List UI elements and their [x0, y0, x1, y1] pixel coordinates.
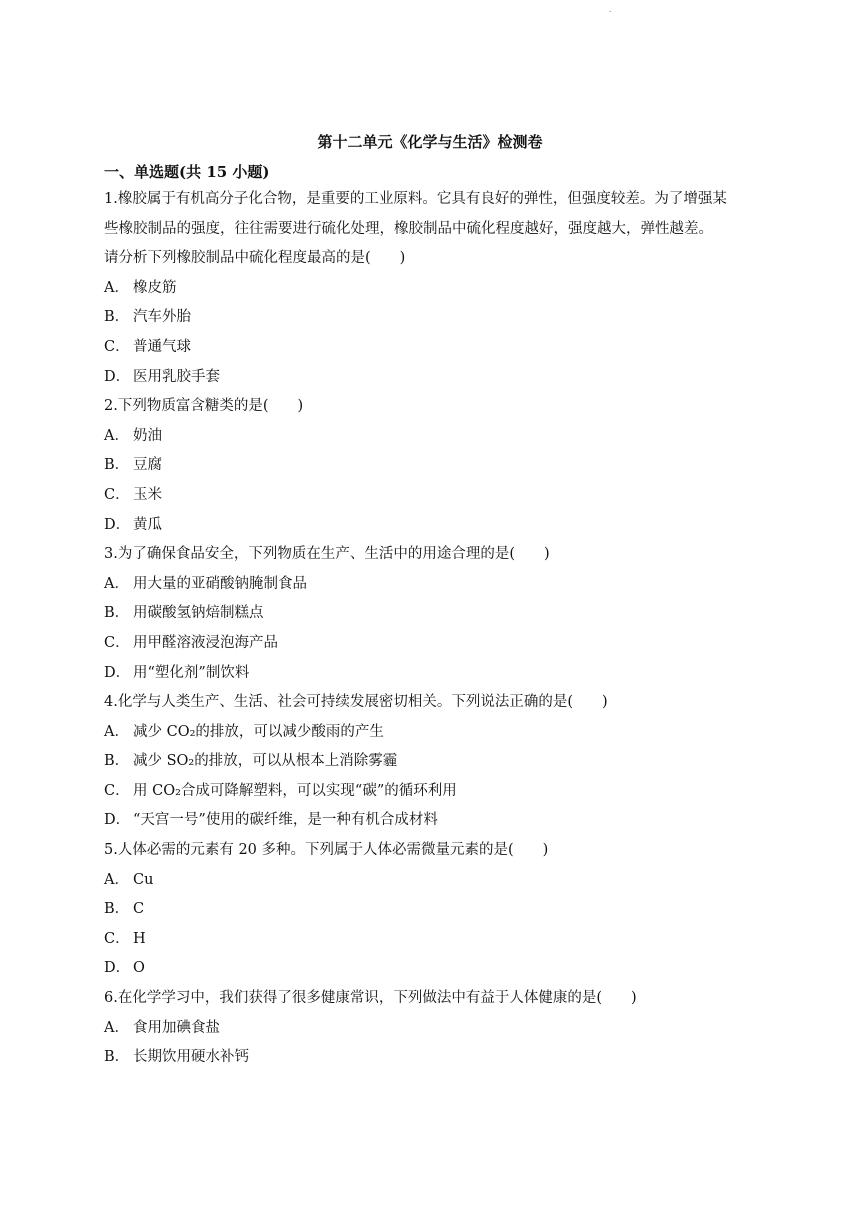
- question-list: [104, 185, 764, 1073]
- option-1: [104, 570, 764, 600]
- option-letter: A．: [104, 427, 129, 444]
- question-stem-line: 3.为了确保食品安全，下列物质在生产、生活中的用途合理的是( ): [104, 546, 550, 563]
- option-1: [104, 1014, 764, 1044]
- option-4: [104, 659, 764, 689]
- option-3: [104, 333, 764, 363]
- section-title: 一、单选题(共 15 小题): [104, 163, 270, 181]
- option-text: C: [133, 901, 145, 918]
- option-text: 食用加碘食盐: [133, 1019, 220, 1036]
- option-letter: A．: [104, 723, 129, 740]
- option-1: [104, 274, 764, 304]
- header-mark: .: [609, 4, 612, 14]
- option-3: [104, 777, 764, 807]
- option-letter: C．: [104, 782, 130, 799]
- option-letter: B．: [104, 457, 130, 474]
- option-letter: C．: [104, 486, 130, 503]
- option-text: 减少 CO₂的排放，可以减少酸雨的产生: [133, 723, 384, 740]
- question-1: [104, 185, 764, 392]
- option-2: [104, 895, 764, 925]
- question-3: [104, 540, 764, 688]
- option-text: 普通气球: [133, 338, 191, 355]
- option-letter: C．: [104, 930, 130, 947]
- option-2: [104, 599, 764, 629]
- question-4: [104, 688, 764, 836]
- option-text: “天宫一号”使用的碳纤维，是一种有机合成材料: [133, 812, 438, 829]
- question-stem-line: 2.下列物质富含糖类的是( ): [104, 398, 304, 415]
- question-stem-line: 6.在化学学习中，我们获得了很多健康常识，下列做法中有益于人体健康的是( ): [104, 990, 637, 1007]
- option-letter: D．: [104, 664, 131, 681]
- option-1: [104, 718, 764, 748]
- option-letter: D．: [104, 516, 131, 533]
- option-letter: B．: [104, 605, 130, 622]
- option-text: 豆腐: [133, 457, 162, 474]
- option-text: Cu: [133, 871, 154, 888]
- option-text: 用 CO₂合成可降解塑料，可以实现“碳”的循环利用: [133, 782, 457, 799]
- option-letter: D．: [104, 812, 131, 829]
- option-letter: B．: [104, 901, 130, 918]
- option-letter: A．: [104, 279, 129, 296]
- option-text: 奶油: [133, 427, 162, 444]
- option-4: [104, 954, 764, 984]
- option-text: 长期饮用硬水补钙: [133, 1049, 249, 1066]
- option-2: [104, 747, 764, 777]
- option-text: 用“塑化剂”制饮料: [133, 664, 250, 681]
- option-letter: C．: [104, 634, 130, 651]
- page-title: 第十二单元《化学与生活》检测卷: [317, 133, 543, 151]
- question-2: [104, 392, 764, 540]
- option-3: [104, 481, 764, 511]
- option-letter: D．: [104, 960, 131, 977]
- option-text: 玉米: [133, 486, 162, 503]
- option-3: [104, 925, 764, 955]
- option-1: [104, 866, 764, 896]
- option-letter: A．: [104, 1019, 129, 1036]
- option-letter: A．: [104, 575, 129, 592]
- option-letter: A．: [104, 871, 129, 888]
- option-letter: C．: [104, 338, 130, 355]
- question-stem-line: 4.化学与人类生产、生活、社会可持续发展密切相关。下列说法正确的是( ): [104, 694, 608, 711]
- option-1: [104, 422, 764, 452]
- option-2: [104, 1043, 764, 1073]
- option-text: 医用乳胶手套: [133, 368, 220, 385]
- option-text: 用碳酸氢钠焙制糕点: [133, 605, 264, 622]
- option-text: 减少 SO₂的排放，可以从根本上消除雾霾: [133, 753, 398, 770]
- option-text: 黄瓜: [133, 516, 162, 533]
- option-4: [104, 806, 764, 836]
- option-letter: B．: [104, 1049, 130, 1066]
- option-letter: B．: [104, 309, 130, 326]
- option-text: O: [133, 960, 145, 977]
- option-text: 橡皮筋: [133, 279, 177, 296]
- option-text: 用大量的亚硝酸钠腌制食品: [133, 575, 307, 592]
- question-6: [104, 984, 764, 1073]
- question-stem-line: 些橡胶制品的强度，往往需要进行硫化处理，橡胶制品中硫化程度越好，强度越大，弹性越差。: [104, 220, 713, 237]
- option-letter: D．: [104, 368, 131, 385]
- question-stem-line: 5.人体必需的元素有 20 多种。下列属于人体必需微量元素的是( ): [104, 842, 549, 859]
- question-5: [104, 836, 764, 984]
- option-2: [104, 303, 764, 333]
- option-text: 用甲醛溶液浸泡海产品: [133, 634, 278, 651]
- option-letter: B．: [104, 753, 130, 770]
- option-text: H: [133, 930, 146, 947]
- option-text: 汽车外胎: [133, 309, 191, 326]
- question-stem-line: 1.橡胶属于有机高分子化合物，是重要的工业原料。它具有良好的弹性，但强度较差。为了增强某: [104, 191, 727, 207]
- question-stem-line: 请分析下列橡胶制品中硫化程度最高的是( ): [104, 250, 406, 267]
- option-4: [104, 363, 764, 393]
- option-3: [104, 629, 764, 659]
- option-2: [104, 451, 764, 481]
- option-4: [104, 511, 764, 541]
